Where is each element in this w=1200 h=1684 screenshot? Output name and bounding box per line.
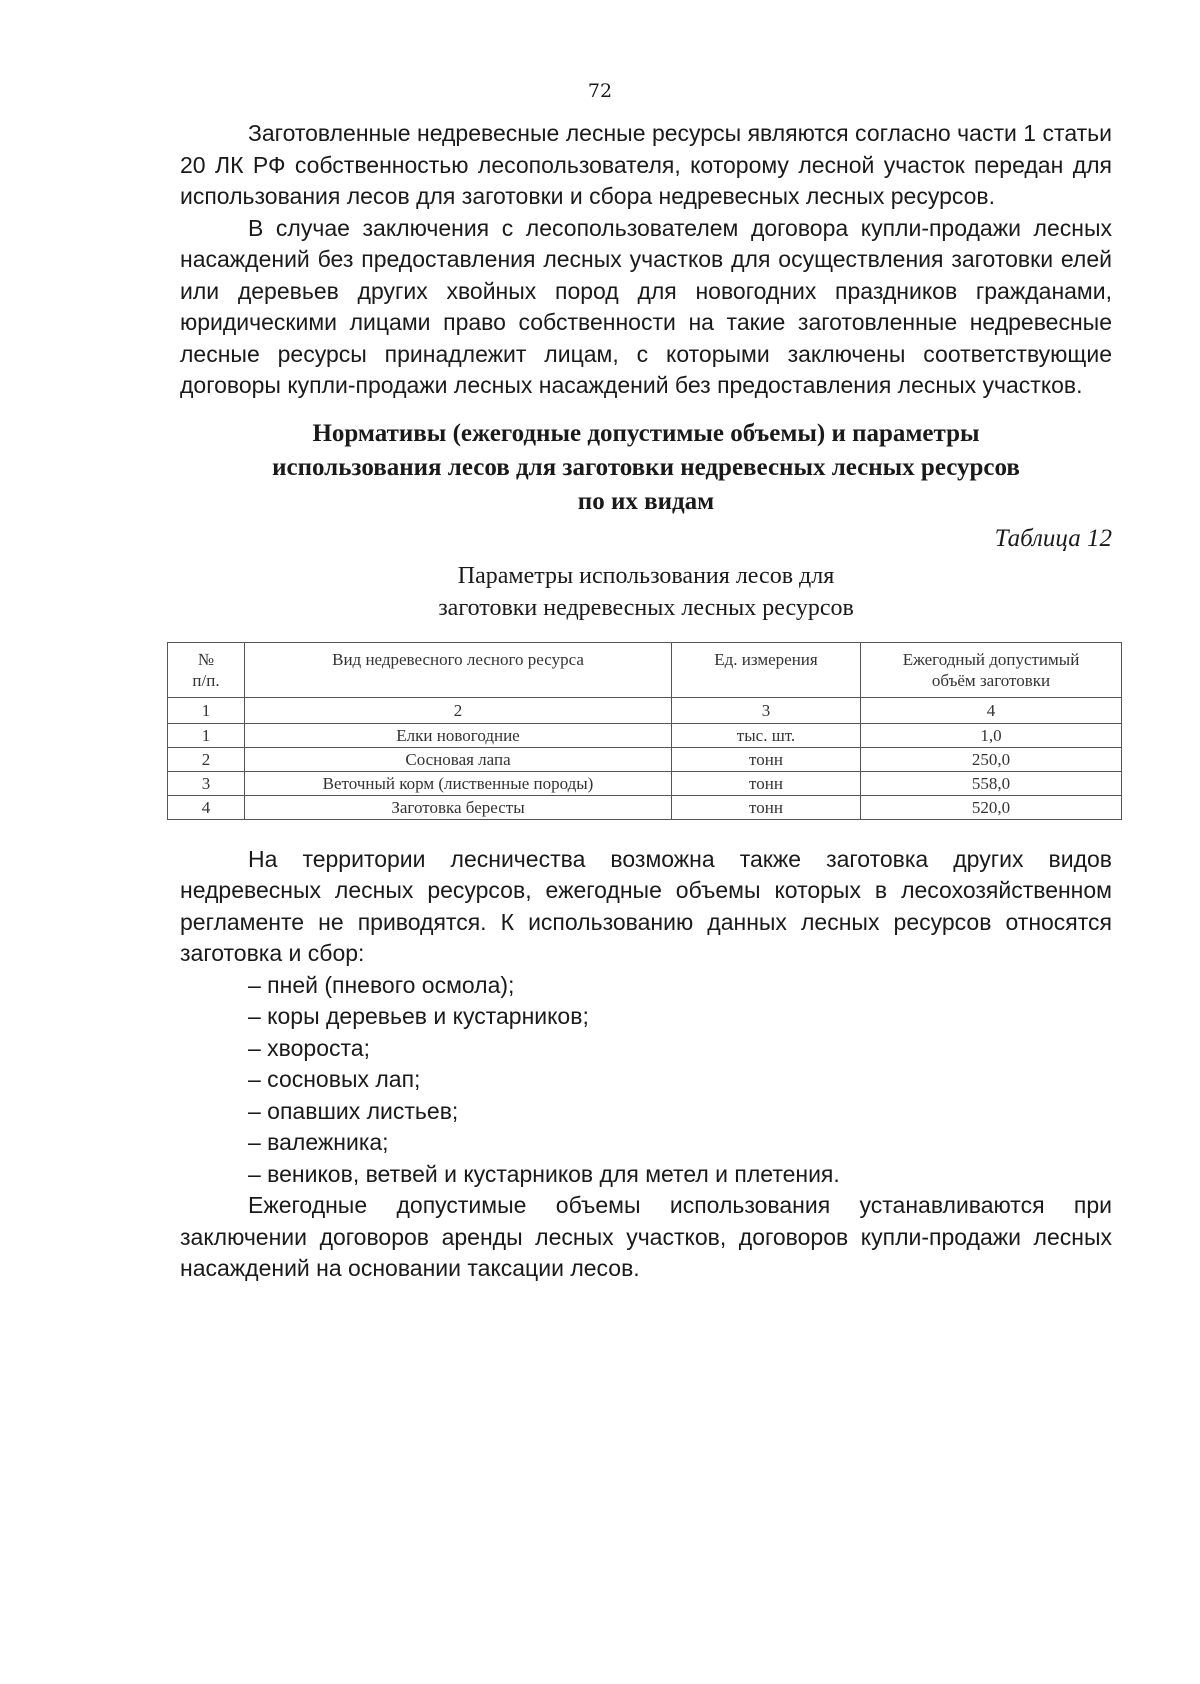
list-item: – пней (пневого осмола); xyxy=(248,971,515,998)
header-unit: Ед. измерения xyxy=(672,642,861,697)
row-resource-kind: Елки новогодние xyxy=(245,723,672,747)
list-item: – коры деревьев и кустарников; xyxy=(248,1003,589,1029)
list-item: – сосновых лап; xyxy=(248,1066,421,1092)
row-number: 3 xyxy=(168,771,245,795)
paragraph-ownership: Заготовленные недревесные лесные ресурсы являются согласно части 1 статьи 20 ЛК РФ собственностью лесопользователя, которому лесной участок передан для использования лесов для заготовки и сбора недревесных лесных ресурсов. xyxy=(180,120,1112,209)
paragraph-final: Ежегодные допустимые объемы использования устанавливаются при заключении договоров аренды лесных участков, договоров купли-продажи лесных насаждений на основании таксации лесов. xyxy=(180,1192,1112,1281)
row-unit: тыс. шт. xyxy=(672,723,861,747)
row-number: 4 xyxy=(168,795,245,819)
row-resource-kind: Сосновая лапа xyxy=(245,747,672,771)
parameters-table xyxy=(167,642,1122,820)
section-heading-line: по их видам xyxy=(577,487,715,515)
list-item: – веников, ветвей и кустарников для метел и плетения. xyxy=(248,1160,840,1187)
row-volume: 558,0 xyxy=(861,771,1122,795)
row-number: 1 xyxy=(168,723,245,747)
header-number-line: п/п. xyxy=(192,670,220,690)
text-after-table xyxy=(180,844,1112,1285)
section-heading-line: использования лесов для заготовки недревесных лесных ресурсов xyxy=(272,453,1020,481)
table-caption-line: заготовки недревесных лесных ресурсов xyxy=(438,594,854,621)
table-row xyxy=(168,795,1122,819)
section-heading xyxy=(180,417,1112,519)
paragraph-purchase-contract: В случае заключения с лесопользователем договора купли-продажи лесных насаждений без предоставления лесных участков для осуществления заготовки елей или деревьев других хвойных пород для новогодних праздников гражданами, юридическими лицами право собственности на такие заготовленные недревесные лесные ресурсы принадлежит лицам, с которыми заключены соответствующие договоры купли-продажи лесных насаждений без предоставления лесных участков. xyxy=(180,214,1112,398)
row-resource-kind: Заготовка бересты xyxy=(245,795,672,819)
header-volume-line: объём заготовки xyxy=(931,670,1051,690)
header-number xyxy=(168,642,245,697)
table-caption-line: Параметры использования лесов для xyxy=(457,562,835,589)
column-number-cell: 3 xyxy=(672,697,861,723)
table-row xyxy=(168,723,1122,747)
row-volume: 250,0 xyxy=(861,747,1122,771)
row-volume: 1,0 xyxy=(861,723,1122,747)
row-volume: 520,0 xyxy=(861,795,1122,819)
row-unit: тонн xyxy=(672,747,861,771)
column-number-cell: 4 xyxy=(861,697,1122,723)
row-unit: тонн xyxy=(672,795,861,819)
header-volume-line: Ежегодный допустимый xyxy=(902,649,1080,669)
header-annual-volume xyxy=(861,642,1122,697)
resource-list xyxy=(180,970,1112,1191)
section-heading-line: Нормативы (ежегодные допустимые объемы) и параметры xyxy=(312,419,980,447)
paragraph-other-resources: На территории лесничества возможна также заготовка других видов недревесных лесных ресурсов, ежегодные объемы которых в лесохозяйственном регламенте не приводятся. К использованию данных лесных ресурсов относятся заготовка и сбор: xyxy=(180,845,1112,966)
page-number: 72 xyxy=(587,80,613,102)
table-header-row xyxy=(168,642,1122,697)
table-row xyxy=(168,771,1122,795)
header-resource-kind: Вид недревесного лесного ресурса xyxy=(245,642,672,697)
table-label: Таблица 12 xyxy=(994,524,1112,552)
page-content xyxy=(180,118,1112,1285)
list-item: – хвороста; xyxy=(248,1034,370,1061)
column-number-cell: 2 xyxy=(245,697,672,723)
list-item: – валежника; xyxy=(248,1129,389,1155)
list-item: – опавших листьев; xyxy=(248,1097,459,1124)
column-number-cell: 1 xyxy=(168,697,245,723)
column-numbering-row xyxy=(168,697,1122,723)
table-caption xyxy=(180,560,1112,624)
row-unit: тонн xyxy=(672,771,861,795)
row-resource-kind: Веточный корм (лиственные породы) xyxy=(245,771,672,795)
table-row xyxy=(168,747,1122,771)
row-number: 2 xyxy=(168,747,245,771)
header-number-line: № xyxy=(197,649,215,669)
